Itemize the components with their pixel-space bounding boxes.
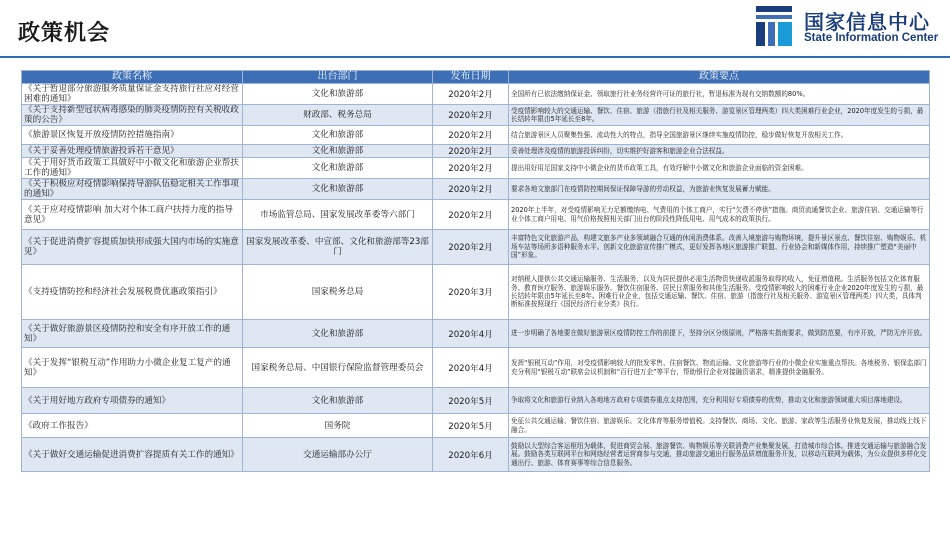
date-cell: 2020年2月 xyxy=(433,200,509,230)
table-row xyxy=(22,145,930,158)
date-cell: 2020年2月 xyxy=(433,179,509,200)
date-cell: 2020年5月 xyxy=(433,414,509,438)
policy-name-cell: 《支持疫情防控和经济社会发展税费优惠政策指引》 xyxy=(22,265,243,320)
policy-points-cell: 免征公共交通运输、餐饮住宿、旅游娱乐、文化体育等服务增值税。支持餐饮、商场、文化、旅游、家政等生活服务业恢复发展，推动线上线下融合。 xyxy=(509,414,930,438)
department-cell: 国家税务总局 xyxy=(243,265,433,320)
policy-points-cell: 对纳税人提供公共交通运输服务、生活服务，以及为居民提供必需生活物资快递收派服务取得的收入，免征增值税。生活服务包括文化体育服务、教育医疗服务、旅游娱乐服务、餐饮住宿服务、居民日常服务和其他生活服务。受疫情影响较大的困难行业企业2020年度发生的亏损，最长结转年限由5年延长至8年。困难行业企业，包括交通运输、餐饮、住宿、旅游（指旅行社及相关服务、游览景区管理两类）四大类，具体判断标准按照现行《国民经济行业分类》执行。 xyxy=(509,265,930,320)
header-divider xyxy=(0,56,950,58)
department-cell: 文化和旅游部 xyxy=(243,84,433,105)
logo-english-text: State Information Center xyxy=(804,32,939,44)
table-body xyxy=(22,84,930,472)
page-header xyxy=(0,0,950,64)
policy-points-cell: 发挥“银税互动”作用，对受疫情影响较大的批发零售、住宿餐饮、物流运输、文化旅游等行业的小微企业实施重点帮扶。各地税务、银保监部门充分利用“银税互动”联席会议机制和“百行进万企”等平台，帮助银行企业对接融资需求，精准提供金融服务。 xyxy=(509,348,930,388)
policy-points-cell: 提出用好用足国家支持中小微企业的货币政策工具，有效纾解中小微文化和旅游企业面临的资金困难。 xyxy=(509,158,930,179)
column-header-name: 政策名称 xyxy=(22,71,243,84)
department-cell: 财政部、税务总局 xyxy=(243,105,433,126)
table-row xyxy=(22,438,930,472)
date-cell: 2020年3月 xyxy=(433,265,509,320)
policy-points-cell: 进一步明确了各地要在做好旅游景区疫情防控工作的前提下，坚持分区分级原则，严格落实指南要求，做到防范要，有序开放，严防无序开放。 xyxy=(509,320,930,348)
policy-name-cell: 《关于做好交通运输促进消费扩容提质有关工作的通知》 xyxy=(22,438,243,472)
policy-points-cell: 鼓励以大型综合客运枢纽为载体，促进商贸会展、旅游餐饮、购物娱乐等关联消费产业集聚发展，打造城市综合体。推进交通运输与旅游融合发展。鼓励各类互联网平台和网络经营者运营商参与交通，推动旅游交通出行服务品质增值服务开发，以移动互联网为载体，为公众提供多样化交通出行、旅游、体育赛事等综合信息服务。 xyxy=(509,438,930,472)
date-cell: 2020年5月 xyxy=(433,388,509,414)
department-cell: 文化和旅游部 xyxy=(243,179,433,200)
policy-name-cell: 《关于促进消费扩容提质加快形成强大国内市场的实施意见》 xyxy=(22,230,243,265)
policy-name-cell: 《旅游景区恢复开放疫情防控措施指南》 xyxy=(22,126,243,145)
department-cell: 文化和旅游部 xyxy=(243,320,433,348)
date-cell: 2020年2月 xyxy=(433,84,509,105)
table-row xyxy=(22,414,930,438)
policy-points-cell: 全国所有已依法缴纳保证金、领取旅行社业务经营许可证的旅行社，暂退标准为现有交纳数额的80%。 xyxy=(509,84,930,105)
department-cell: 文化和旅游部 xyxy=(243,145,433,158)
policy-name-cell: 《关于做好旅游景区疫情防控和安全有序开放工作的通知》 xyxy=(22,320,243,348)
policy-points-cell: 争取将文化和旅游行业纳入各地地方政府专项债券重点支持范围，充分利用好专项债券的优势，推动文化和旅游领域重大项目落地建设。 xyxy=(509,388,930,414)
department-cell: 文化和旅游部 xyxy=(243,388,433,414)
date-cell: 2020年2月 xyxy=(433,126,509,145)
policy-points-cell: 妥善处理涉及疫情的旅游投诉纠纷，切实维护好游客和旅游企业合法权益。 xyxy=(509,145,930,158)
sic-logo-icon xyxy=(756,6,792,46)
policy-points-cell: 2020年上半年，对受疫情影响无力足额缴纳电、气费用的个体工商户，实行“欠费不停供”措施。商贸流通餐饮企业、旅游住宿、交通运输等行业个体工商户用电、用气价格按照相关部门出台的阶段性降低用电、用气成本的政策执行。 xyxy=(509,200,930,230)
table-row xyxy=(22,105,930,126)
policy-name-cell: 《关于妥善处理疫情旅游投诉若干意见》 xyxy=(22,145,243,158)
policy-name-cell: 《关于发挥“银税互动”作用助力小微企业复工复产的通知》 xyxy=(22,348,243,388)
table-row xyxy=(22,126,930,145)
table-row xyxy=(22,179,930,200)
policy-name-cell: 《关于用好货币政策工具做好中小微文化和旅游企业帮扶工作的通知》 xyxy=(22,158,243,179)
column-header-key: 政策要点 xyxy=(509,71,930,84)
logo-chinese-text: 国家信息中心 xyxy=(804,10,930,34)
state-information-center-logo xyxy=(756,4,946,50)
table-row xyxy=(22,200,930,230)
table-row xyxy=(22,230,930,265)
policy-name-cell: 《关于支持新型冠状病毒感染的肺炎疫情防控有关税收政策的公告》 xyxy=(22,105,243,126)
table-row xyxy=(22,320,930,348)
department-cell: 文化和旅游部 xyxy=(243,126,433,145)
table-header-row xyxy=(22,71,930,84)
policy-points-cell: 要求各地文旅部门在疫情防控期间保证保障导游的劳动权益，为旅游业恢复发展蓄力赋能。 xyxy=(509,179,930,200)
date-cell: 2020年2月 xyxy=(433,158,509,179)
policy-name-cell: 《关于暂退部分旅游服务质量保证金支持旅行社应对经营困难的通知》 xyxy=(22,84,243,105)
department-cell: 文化和旅游部 xyxy=(243,158,433,179)
date-cell: 2020年2月 xyxy=(433,230,509,265)
table-row xyxy=(22,158,930,179)
policy-name-cell: 《关于应对疫情影响 加大对个体工商户扶持力度的指导意见》 xyxy=(22,200,243,230)
department-cell: 国务院 xyxy=(243,414,433,438)
policy-name-cell: 《政府工作报告》 xyxy=(22,414,243,438)
column-header-dept: 出台部门 xyxy=(243,71,433,84)
policy-table xyxy=(21,70,930,472)
table-row xyxy=(22,84,930,105)
column-header-date: 发布日期 xyxy=(433,71,509,84)
policy-name-cell: 《关于用好地方政府专项债券的通知》 xyxy=(22,388,243,414)
table-row xyxy=(22,388,930,414)
policy-name-cell: 《关于积极应对疫情影响保持导游队伍稳定相关工作事项的通知》 xyxy=(22,179,243,200)
table-row xyxy=(22,265,930,320)
policy-points-cell: 丰富特色文化旅游产品，构建文旅多产业多领域融合互通的休闲消费体系。改善入境旅游与购物环境，提升景区景点、餐饮住宿、购物娱乐、机场车站等场所多语种服务水平。创新文化旅游宣传推广模式，更好发挥各地区旅游推广联盟、行业协会和新媒体作用，持续推广塑造“美丽中国”形象。 xyxy=(509,230,930,265)
date-cell: 2020年4月 xyxy=(433,320,509,348)
policy-points-cell: 受疫情影响较大的交通运输、餐饮、住宿、旅游（指旅行社及相关服务、游览景区管理两类）四大类困难行业企业，2020年度发生的亏损，最长结转年限由5年延长至8年。 xyxy=(509,105,930,126)
date-cell: 2020年2月 xyxy=(433,105,509,126)
date-cell: 2020年4月 xyxy=(433,348,509,388)
department-cell: 国家税务总局、中国银行保险监督管理委员会 xyxy=(243,348,433,388)
date-cell: 2020年2月 xyxy=(433,145,509,158)
policy-points-cell: 结合旅游景区人员聚集性强、流动性大的特点，指导全国旅游景区继续实施疫情防控，稳步做好恢复开放相关工作。 xyxy=(509,126,930,145)
policy-table-container xyxy=(21,70,929,472)
page-title: 政策机会 xyxy=(18,21,111,46)
table-row xyxy=(22,348,930,388)
department-cell: 国家发展改革委、中宣部、文化和旅游部等23部门 xyxy=(243,230,433,265)
department-cell: 交通运输部办公厅 xyxy=(243,438,433,472)
department-cell: 市场监管总局、国家发展改革委等六部门 xyxy=(243,200,433,230)
date-cell: 2020年6月 xyxy=(433,438,509,472)
